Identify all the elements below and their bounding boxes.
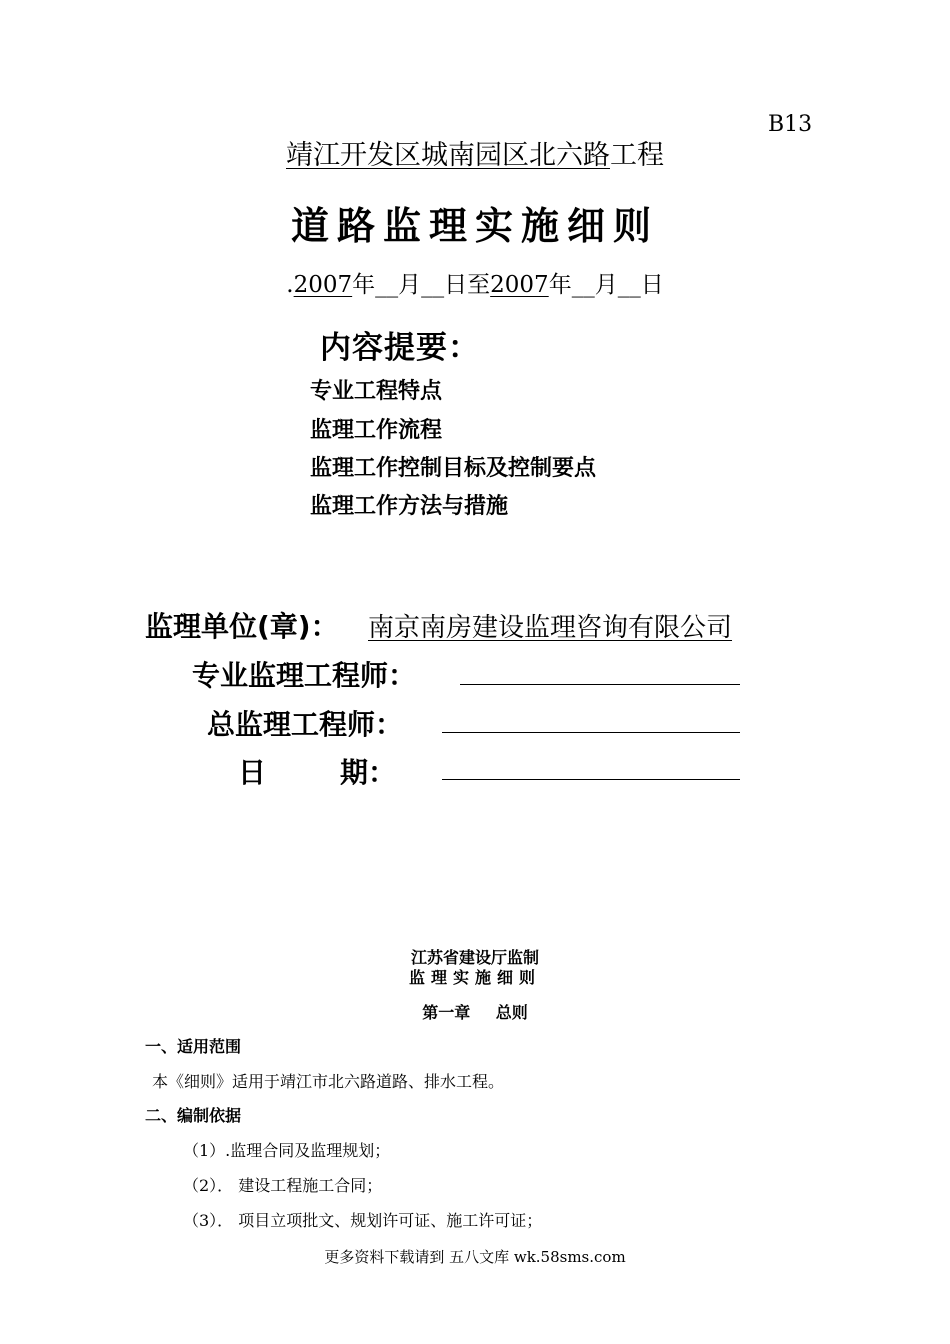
summary-item: 专业工程特点	[310, 379, 443, 404]
supervision-unit-label: 监理单位(章)：	[145, 610, 339, 643]
summary-item: 监理工作流程	[310, 418, 443, 443]
end-date-rest: 年__月__日	[548, 272, 664, 298]
document-code: B13	[768, 112, 813, 137]
end-year: 2007	[490, 272, 549, 298]
document-title: 道路监理实施细则	[290, 204, 659, 248]
org-heading: 江苏省建设厅监制	[410, 948, 539, 967]
footer-note: 更多资料下载请到 五八文库 wk.58sms.com	[324, 1248, 626, 1266]
date-label-period: 期：	[340, 756, 397, 789]
specialist-engineer-label: 专业监理工程师：	[192, 659, 417, 692]
specialist-engineer-signature-line	[460, 684, 740, 685]
summary-item: 监理工作方法与措施	[310, 494, 509, 519]
chief-engineer-signature-line	[442, 732, 740, 733]
sub-title: 监理实施细则	[408, 968, 541, 987]
supervision-unit-value: 南京南房建设监理咨询有限公司	[368, 613, 733, 643]
date-signature-line	[442, 779, 740, 780]
summary-item: 监理工作控制目标及控制要点	[310, 456, 597, 481]
project-title-name: 靖江开发区城南园区北六路	[286, 140, 610, 171]
section-heading-basis: 二、编制依据	[145, 1106, 242, 1125]
basis-item: （1）.监理合同及监理规划；	[183, 1141, 391, 1160]
start-date-rest: 年__月__日至	[352, 272, 491, 298]
section-heading-scope: 一、适用范围	[145, 1037, 242, 1056]
basis-item: （3）． 项目立项批文、规划许可证、施工许可证；	[183, 1211, 543, 1230]
project-title	[0, 133, 950, 172]
date-label-day: 日	[238, 756, 267, 789]
start-year: 2007	[293, 272, 353, 298]
scope-text: 本《细则》适用于靖江市北六路道路、排水工程。	[152, 1072, 505, 1091]
basis-item: （2）． 建设工程施工合同；	[183, 1176, 383, 1195]
date-prefix: .	[286, 272, 294, 298]
chief-engineer-label: 总监理工程师：	[207, 708, 404, 741]
date-range-line	[0, 266, 950, 299]
chapter-title: 第一章 总则	[422, 1003, 528, 1022]
project-title-suffix: 工程	[610, 140, 664, 171]
summary-heading: 内容提要：	[320, 330, 480, 366]
